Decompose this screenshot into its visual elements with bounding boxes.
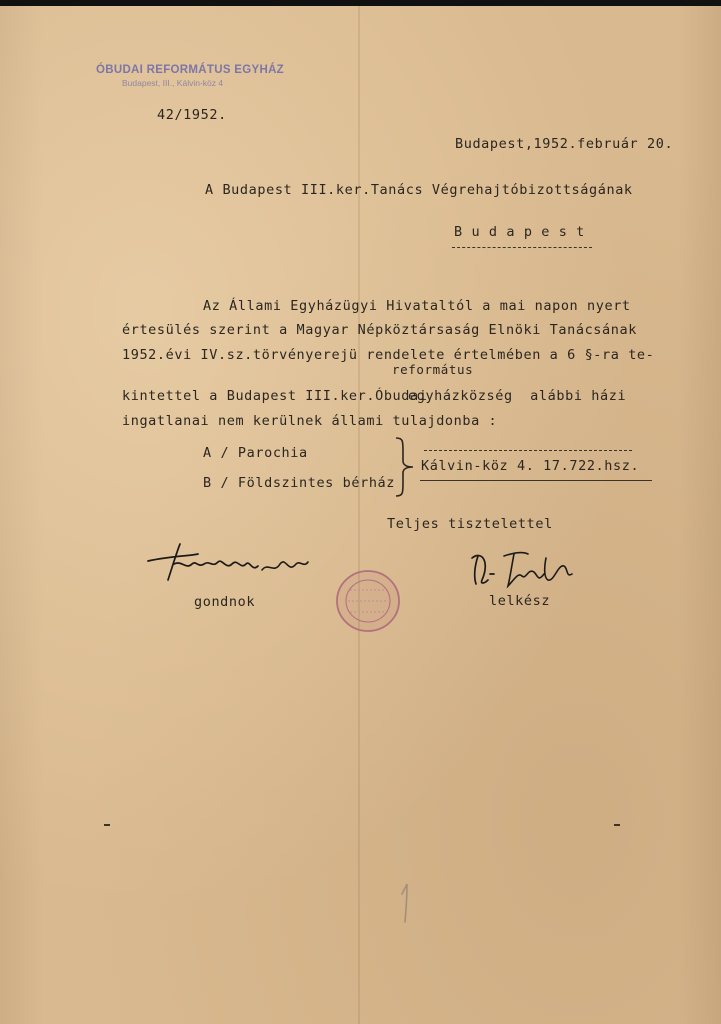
reference-number: 42/1952. — [157, 107, 227, 123]
fold-crease — [358, 6, 360, 1024]
pastor-signature — [468, 544, 578, 596]
location-dashes — [424, 450, 632, 451]
letterhead-church-name: ÓBUDAI REFORMÁTUS EGYHÁZ — [96, 64, 285, 76]
treasurer-signature — [140, 534, 310, 594]
left-signatory-role: gondnok — [194, 594, 256, 610]
margin-mark-left — [104, 824, 110, 826]
church-seal — [334, 568, 404, 634]
property-location: Kálvin-köz 4. 17.722.hsz. — [421, 458, 640, 474]
city-underline — [452, 247, 592, 248]
property-item-b: B / Földszintes bérház — [203, 475, 396, 491]
property-item-a: A / Parochia — [203, 445, 308, 461]
letterhead-address: Budapest, III., Kálvin-köz 4 — [122, 78, 224, 88]
location-underline — [420, 480, 652, 481]
closing-line: Teljes tisztelettel — [387, 516, 553, 532]
document-page — [0, 6, 721, 1024]
body-line-4-part-2: egyházközség alábbi házi — [408, 388, 627, 404]
right-signatory-role: lelkész — [489, 593, 551, 609]
body-line-5: ingatlanai nem kerülnek állami tulajdonba : — [122, 413, 498, 429]
body-line-2: értesülés szerint a Magyar Népköztársaság Elnöki Tanácsának — [122, 322, 637, 338]
date-line: Budapest,1952.február 20. — [455, 136, 674, 152]
recipient-line: A Budapest III.ker.Tanács Végrehajtóbizottságának — [205, 182, 633, 198]
body-line-4-part-1: kintettel a Budapest III.ker.Óbudai — [122, 388, 428, 404]
letterhead-stamp — [96, 64, 284, 90]
pencil-page-mark — [398, 882, 414, 924]
body-line-3: 1952.évi IV.sz.törvényerejü rendelete értelmében a 6 §-ra te- — [122, 347, 655, 363]
body-line-1: Az Állami Egyházügyi Hivataltól a mai napon nyert — [203, 298, 631, 314]
body-insertion: református — [392, 362, 474, 377]
recipient-city: B u d a p e s t — [454, 224, 585, 240]
grouping-brace — [393, 437, 417, 497]
margin-mark-right — [614, 824, 620, 826]
